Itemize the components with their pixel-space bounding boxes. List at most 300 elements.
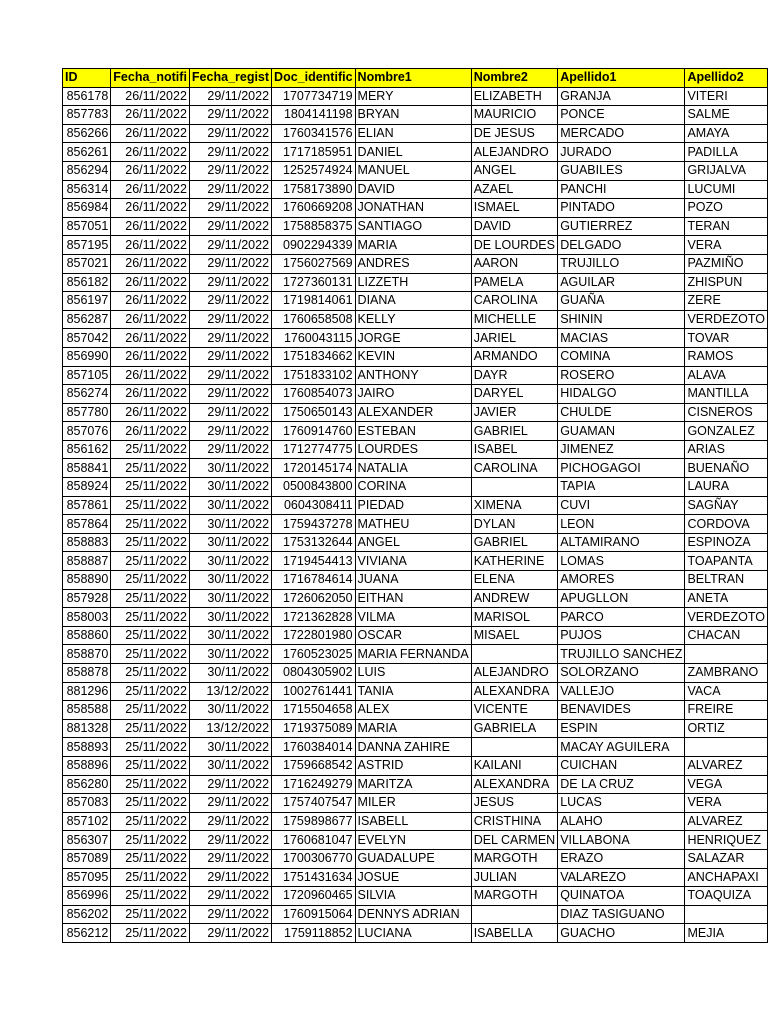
cell-nombre1[interactable]: EVELYN — [355, 831, 471, 850]
cell-id[interactable]: 857864 — [63, 515, 111, 534]
cell-nombre2[interactable]: ALEXANDRA — [471, 682, 558, 701]
cell-nombre1[interactable]: JUANA — [355, 571, 471, 590]
cell-fecha-notifi[interactable]: 25/11/2022 — [111, 701, 190, 720]
cell-fecha-regist[interactable]: 30/11/2022 — [189, 533, 271, 552]
cell-nombre1[interactable]: MILER — [355, 794, 471, 813]
cell-nombre2[interactable]: ISMAEL — [471, 199, 558, 218]
cell-fecha-regist[interactable]: 30/11/2022 — [189, 515, 271, 534]
cell-apellido2[interactable]: VERDEZOTO — [685, 310, 768, 329]
cell-apellido1[interactable]: ROSERO — [558, 366, 685, 385]
cell-apellido2[interactable]: ORTIZ — [685, 719, 768, 738]
cell-apellido1[interactable]: MACIAS — [558, 329, 685, 348]
cell-nombre1[interactable]: MERY — [355, 87, 471, 106]
cell-fecha-regist[interactable]: 30/11/2022 — [189, 496, 271, 515]
cell-fecha-notifi[interactable]: 26/11/2022 — [111, 217, 190, 236]
cell-apellido1[interactable]: MACAY AGUILERA — [558, 738, 685, 757]
cell-fecha-notifi[interactable]: 25/11/2022 — [111, 849, 190, 868]
cell-fecha-regist[interactable]: 30/11/2022 — [189, 626, 271, 645]
cell-doc-identific[interactable]: 1700306770 — [272, 849, 356, 868]
cell-nombre2[interactable]: ALEJANDRO — [471, 143, 558, 162]
cell-apellido1[interactable]: GUTIERREZ — [558, 217, 685, 236]
cell-doc-identific[interactable]: 1715504658 — [272, 701, 356, 720]
cell-apellido1[interactable]: MERCADO — [558, 124, 685, 143]
cell-apellido2[interactable]: FREIRE — [685, 701, 768, 720]
cell-fecha-regist[interactable]: 29/11/2022 — [189, 292, 271, 311]
cell-fecha-regist[interactable]: 29/11/2022 — [189, 905, 271, 924]
cell-nombre2[interactable]: JESUS — [471, 794, 558, 813]
cell-fecha-notifi[interactable]: 26/11/2022 — [111, 143, 190, 162]
cell-fecha-notifi[interactable]: 25/11/2022 — [111, 664, 190, 683]
cell-apellido2[interactable]: TERAN — [685, 217, 768, 236]
cell-nombre1[interactable]: VILMA — [355, 608, 471, 627]
cell-fecha-regist[interactable]: 29/11/2022 — [189, 831, 271, 850]
cell-nombre1[interactable]: DAVID — [355, 180, 471, 199]
cell-fecha-notifi[interactable]: 25/11/2022 — [111, 645, 190, 664]
cell-id[interactable]: 857195 — [63, 236, 111, 255]
cell-apellido2[interactable]: ZERE — [685, 292, 768, 311]
cell-nombre1[interactable]: ASTRID — [355, 756, 471, 775]
cell-fecha-regist[interactable]: 29/11/2022 — [189, 124, 271, 143]
cell-apellido1[interactable]: ALTAMIRANO — [558, 533, 685, 552]
cell-fecha-notifi[interactable]: 26/11/2022 — [111, 180, 190, 199]
cell-fecha-regist[interactable]: 29/11/2022 — [189, 217, 271, 236]
cell-doc-identific[interactable]: 0500843800 — [272, 478, 356, 497]
cell-fecha-regist[interactable]: 29/11/2022 — [189, 143, 271, 162]
cell-apellido2[interactable]: TOVAR — [685, 329, 768, 348]
cell-nombre1[interactable]: VIVIANA — [355, 552, 471, 571]
header-nombre2[interactable]: Nombre2 — [471, 69, 558, 88]
cell-apellido1[interactable]: VILLABONA — [558, 831, 685, 850]
cell-fecha-regist[interactable]: 29/11/2022 — [189, 887, 271, 906]
cell-fecha-notifi[interactable]: 25/11/2022 — [111, 608, 190, 627]
cell-nombre2[interactable]: DAYR — [471, 366, 558, 385]
cell-doc-identific[interactable]: 1721362828 — [272, 608, 356, 627]
cell-nombre2[interactable]: ARMANDO — [471, 347, 558, 366]
cell-nombre1[interactable]: DIANA — [355, 292, 471, 311]
cell-id[interactable]: 858860 — [63, 626, 111, 645]
cell-apellido2[interactable]: CISNEROS — [685, 403, 768, 422]
cell-apellido2[interactable]: ALVAREZ — [685, 812, 768, 831]
cell-apellido2[interactable]: SALME — [685, 106, 768, 125]
cell-fecha-notifi[interactable]: 25/11/2022 — [111, 794, 190, 813]
cell-id[interactable]: 881328 — [63, 719, 111, 738]
cell-nombre2[interactable]: PAMELA — [471, 273, 558, 292]
cell-nombre2[interactable]: ALEJANDRO — [471, 664, 558, 683]
cell-nombre1[interactable]: ELIAN — [355, 124, 471, 143]
cell-doc-identific[interactable]: 0604308411 — [272, 496, 356, 515]
cell-nombre1[interactable]: MARIA — [355, 719, 471, 738]
cell-id[interactable]: 857928 — [63, 589, 111, 608]
cell-fecha-regist[interactable]: 30/11/2022 — [189, 571, 271, 590]
cell-fecha-regist[interactable]: 30/11/2022 — [189, 589, 271, 608]
cell-apellido2[interactable]: HENRIQUEZ — [685, 831, 768, 850]
cell-nombre2[interactable]: DYLAN — [471, 515, 558, 534]
cell-nombre2[interactable]: JARIEL — [471, 329, 558, 348]
cell-apellido2[interactable]: RAMOS — [685, 347, 768, 366]
cell-id[interactable]: 857076 — [63, 422, 111, 441]
cell-id[interactable]: 857021 — [63, 254, 111, 273]
cell-id[interactable]: 856280 — [63, 775, 111, 794]
header-doc-identific[interactable]: Doc_identific — [272, 69, 356, 88]
cell-fecha-notifi[interactable]: 25/11/2022 — [111, 812, 190, 831]
cell-nombre1[interactable]: MANUEL — [355, 161, 471, 180]
cell-apellido1[interactable]: JURADO — [558, 143, 685, 162]
cell-id[interactable]: 881296 — [63, 682, 111, 701]
cell-fecha-regist[interactable]: 29/11/2022 — [189, 87, 271, 106]
cell-apellido1[interactable]: PINTADO — [558, 199, 685, 218]
cell-fecha-notifi[interactable]: 26/11/2022 — [111, 161, 190, 180]
cell-fecha-regist[interactable]: 29/11/2022 — [189, 273, 271, 292]
cell-apellido1[interactable]: APUGLLON — [558, 589, 685, 608]
cell-doc-identific[interactable]: 1760341576 — [272, 124, 356, 143]
cell-id[interactable]: 857051 — [63, 217, 111, 236]
cell-id[interactable]: 856287 — [63, 310, 111, 329]
cell-nombre1[interactable]: ALEX — [355, 701, 471, 720]
cell-apellido2[interactable]: ANETA — [685, 589, 768, 608]
cell-fecha-regist[interactable]: 29/11/2022 — [189, 199, 271, 218]
cell-apellido2[interactable]: ALVAREZ — [685, 756, 768, 775]
cell-fecha-notifi[interactable]: 25/11/2022 — [111, 682, 190, 701]
cell-nombre2[interactable]: ELIZABETH — [471, 87, 558, 106]
cell-fecha-notifi[interactable]: 26/11/2022 — [111, 199, 190, 218]
cell-doc-identific[interactable]: 1759118852 — [272, 924, 356, 943]
cell-apellido1[interactable]: JIMENEZ — [558, 440, 685, 459]
cell-apellido2[interactable]: ALAVA — [685, 366, 768, 385]
cell-id[interactable]: 856314 — [63, 180, 111, 199]
cell-fecha-regist[interactable]: 30/11/2022 — [189, 645, 271, 664]
cell-apellido2[interactable]: VITERI — [685, 87, 768, 106]
cell-fecha-notifi[interactable]: 25/11/2022 — [111, 533, 190, 552]
cell-apellido2[interactable]: VEGA — [685, 775, 768, 794]
cell-apellido1[interactable]: DELGADO — [558, 236, 685, 255]
cell-doc-identific[interactable]: 0804305902 — [272, 664, 356, 683]
cell-id[interactable]: 856984 — [63, 199, 111, 218]
cell-fecha-regist[interactable]: 29/11/2022 — [189, 366, 271, 385]
cell-nombre2[interactable]: DAVID — [471, 217, 558, 236]
cell-apellido2[interactable]: SAGÑAY — [685, 496, 768, 515]
cell-doc-identific[interactable]: 1719375089 — [272, 719, 356, 738]
header-apellido1[interactable]: Apellido1 — [558, 69, 685, 88]
cell-fecha-regist[interactable]: 29/11/2022 — [189, 868, 271, 887]
cell-fecha-notifi[interactable]: 26/11/2022 — [111, 254, 190, 273]
cell-doc-identific[interactable]: 1760523025 — [272, 645, 356, 664]
cell-fecha-regist[interactable]: 30/11/2022 — [189, 608, 271, 627]
cell-apellido2[interactable]: AMAYA — [685, 124, 768, 143]
cell-apellido2[interactable] — [685, 905, 768, 924]
cell-id[interactable]: 858878 — [63, 664, 111, 683]
cell-doc-identific[interactable]: 1720145174 — [272, 459, 356, 478]
cell-doc-identific[interactable]: 1760854073 — [272, 385, 356, 404]
cell-fecha-regist[interactable]: 29/11/2022 — [189, 347, 271, 366]
cell-doc-identific[interactable]: 1760914760 — [272, 422, 356, 441]
cell-nombre1[interactable]: LOURDES — [355, 440, 471, 459]
cell-nombre1[interactable]: CORINA — [355, 478, 471, 497]
cell-doc-identific[interactable]: 1712774775 — [272, 440, 356, 459]
cell-apellido1[interactable]: BENAVIDES — [558, 701, 685, 720]
cell-nombre1[interactable]: ANDRES — [355, 254, 471, 273]
cell-apellido2[interactable]: GRIJALVA — [685, 161, 768, 180]
cell-id[interactable]: 858588 — [63, 701, 111, 720]
cell-doc-identific[interactable]: 1759437278 — [272, 515, 356, 534]
cell-id[interactable]: 856307 — [63, 831, 111, 850]
cell-apellido2[interactable]: MANTILLA — [685, 385, 768, 404]
cell-doc-identific[interactable]: 1756027569 — [272, 254, 356, 273]
cell-apellido1[interactable]: PANCHI — [558, 180, 685, 199]
cell-apellido1[interactable]: ESPIN — [558, 719, 685, 738]
cell-apellido2[interactable]: ANCHAPAXI — [685, 868, 768, 887]
cell-doc-identific[interactable]: 1751833102 — [272, 366, 356, 385]
cell-doc-identific[interactable]: 1719814061 — [272, 292, 356, 311]
cell-doc-identific[interactable]: 1758858375 — [272, 217, 356, 236]
cell-nombre1[interactable]: DENNYS ADRIAN — [355, 905, 471, 924]
cell-nombre1[interactable]: JOSUE — [355, 868, 471, 887]
cell-nombre2[interactable]: KAILANI — [471, 756, 558, 775]
cell-nombre1[interactable]: JONATHAN — [355, 199, 471, 218]
cell-nombre2[interactable]: ISABELLA — [471, 924, 558, 943]
cell-apellido1[interactable]: GUACHO — [558, 924, 685, 943]
cell-nombre1[interactable]: ANTHONY — [355, 366, 471, 385]
cell-nombre1[interactable]: LUIS — [355, 664, 471, 683]
cell-id[interactable]: 857095 — [63, 868, 111, 887]
cell-fecha-notifi[interactable]: 25/11/2022 — [111, 887, 190, 906]
cell-doc-identific[interactable]: 1760043115 — [272, 329, 356, 348]
cell-fecha-notifi[interactable]: 25/11/2022 — [111, 831, 190, 850]
header-fecha-notifi[interactable]: Fecha_notifi — [111, 69, 190, 88]
cell-fecha-regist[interactable]: 29/11/2022 — [189, 924, 271, 943]
cell-fecha-notifi[interactable]: 25/11/2022 — [111, 459, 190, 478]
cell-apellido1[interactable]: PUJOS — [558, 626, 685, 645]
cell-doc-identific[interactable]: 1760669208 — [272, 199, 356, 218]
cell-fecha-notifi[interactable]: 26/11/2022 — [111, 329, 190, 348]
cell-fecha-regist[interactable]: 30/11/2022 — [189, 738, 271, 757]
cell-nombre1[interactable]: LUCIANA — [355, 924, 471, 943]
cell-fecha-regist[interactable]: 29/11/2022 — [189, 161, 271, 180]
cell-fecha-regist[interactable]: 29/11/2022 — [189, 440, 271, 459]
cell-nombre1[interactable]: ESTEBAN — [355, 422, 471, 441]
cell-doc-identific[interactable]: 1760658508 — [272, 310, 356, 329]
cell-fecha-notifi[interactable]: 25/11/2022 — [111, 719, 190, 738]
cell-nombre2[interactable]: JAVIER — [471, 403, 558, 422]
cell-doc-identific[interactable]: 1719454413 — [272, 552, 356, 571]
cell-nombre1[interactable]: EITHAN — [355, 589, 471, 608]
cell-fecha-notifi[interactable]: 25/11/2022 — [111, 478, 190, 497]
cell-doc-identific[interactable]: 1759898677 — [272, 812, 356, 831]
cell-doc-identific[interactable]: 1727360131 — [272, 273, 356, 292]
cell-fecha-regist[interactable]: 29/11/2022 — [189, 422, 271, 441]
cell-nombre1[interactable]: JAIRO — [355, 385, 471, 404]
cell-id[interactable]: 856162 — [63, 440, 111, 459]
cell-apellido2[interactable]: POZO — [685, 199, 768, 218]
cell-nombre2[interactable] — [471, 645, 558, 664]
cell-id[interactable]: 858887 — [63, 552, 111, 571]
cell-fecha-regist[interactable]: 29/11/2022 — [189, 180, 271, 199]
cell-nombre1[interactable]: MARIA FERNANDA — [355, 645, 471, 664]
cell-fecha-notifi[interactable]: 26/11/2022 — [111, 366, 190, 385]
cell-nombre2[interactable]: MAURICIO — [471, 106, 558, 125]
cell-id[interactable]: 856261 — [63, 143, 111, 162]
cell-apellido1[interactable]: VALLEJO — [558, 682, 685, 701]
cell-fecha-notifi[interactable]: 25/11/2022 — [111, 496, 190, 515]
cell-doc-identific[interactable]: 1720960465 — [272, 887, 356, 906]
cell-apellido2[interactable]: GONZALEZ — [685, 422, 768, 441]
cell-apellido2[interactable]: ZHISPUN — [685, 273, 768, 292]
cell-doc-identific[interactable]: 1757407547 — [272, 794, 356, 813]
cell-apellido2[interactable]: SALAZAR — [685, 849, 768, 868]
cell-nombre1[interactable]: ISABELL — [355, 812, 471, 831]
cell-id[interactable]: 858924 — [63, 478, 111, 497]
cell-id[interactable]: 856182 — [63, 273, 111, 292]
cell-fecha-regist[interactable]: 29/11/2022 — [189, 849, 271, 868]
cell-doc-identific[interactable]: 1804141198 — [272, 106, 356, 125]
cell-id[interactable]: 856212 — [63, 924, 111, 943]
cell-nombre2[interactable]: GABRIEL — [471, 533, 558, 552]
cell-nombre1[interactable]: KELLY — [355, 310, 471, 329]
cell-nombre2[interactable]: MARGOTH — [471, 849, 558, 868]
cell-id[interactable]: 856197 — [63, 292, 111, 311]
cell-apellido2[interactable]: CHACAN — [685, 626, 768, 645]
cell-doc-identific[interactable]: 1722801980 — [272, 626, 356, 645]
cell-doc-identific[interactable]: 1002761441 — [272, 682, 356, 701]
cell-nombre1[interactable]: DANIEL — [355, 143, 471, 162]
cell-apellido1[interactable]: DE LA CRUZ — [558, 775, 685, 794]
cell-fecha-regist[interactable]: 29/11/2022 — [189, 254, 271, 273]
cell-id[interactable]: 856178 — [63, 87, 111, 106]
cell-apellido1[interactable]: TAPIA — [558, 478, 685, 497]
cell-fecha-regist[interactable]: 29/11/2022 — [189, 106, 271, 125]
cell-nombre1[interactable]: GUADALUPE — [355, 849, 471, 868]
header-id[interactable]: ID — [63, 69, 111, 88]
cell-nombre2[interactable] — [471, 738, 558, 757]
cell-nombre2[interactable]: DARYEL — [471, 385, 558, 404]
cell-apellido2[interactable]: CORDOVA — [685, 515, 768, 534]
cell-fecha-regist[interactable]: 13/12/2022 — [189, 682, 271, 701]
cell-nombre1[interactable]: KEVIN — [355, 347, 471, 366]
cell-fecha-regist[interactable]: 30/11/2022 — [189, 664, 271, 683]
cell-fecha-notifi[interactable]: 25/11/2022 — [111, 626, 190, 645]
cell-nombre2[interactable]: CAROLINA — [471, 459, 558, 478]
header-fecha-regist[interactable]: Fecha_regist — [189, 69, 271, 88]
cell-fecha-notifi[interactable]: 26/11/2022 — [111, 347, 190, 366]
cell-apellido1[interactable]: GUAÑA — [558, 292, 685, 311]
cell-nombre1[interactable]: JORGE — [355, 329, 471, 348]
cell-nombre2[interactable]: XIMENA — [471, 496, 558, 515]
cell-nombre2[interactable]: ANGEL — [471, 161, 558, 180]
cell-doc-identific[interactable]: 1717185951 — [272, 143, 356, 162]
cell-fecha-regist[interactable]: 29/11/2022 — [189, 812, 271, 831]
cell-nombre2[interactable] — [471, 478, 558, 497]
cell-nombre1[interactable]: PIEDAD — [355, 496, 471, 515]
cell-nombre2[interactable]: JULIAN — [471, 868, 558, 887]
cell-id[interactable]: 857105 — [63, 366, 111, 385]
cell-apellido1[interactable]: ERAZO — [558, 849, 685, 868]
cell-apellido2[interactable]: BELTRAN — [685, 571, 768, 590]
cell-fecha-regist[interactable]: 29/11/2022 — [189, 385, 271, 404]
cell-fecha-regist[interactable]: 30/11/2022 — [189, 552, 271, 571]
cell-nombre1[interactable]: MARIA — [355, 236, 471, 255]
cell-fecha-notifi[interactable]: 26/11/2022 — [111, 273, 190, 292]
cell-id[interactable]: 857783 — [63, 106, 111, 125]
cell-nombre1[interactable]: MATHEU — [355, 515, 471, 534]
cell-nombre2[interactable]: DEL CARMEN — [471, 831, 558, 850]
cell-fecha-notifi[interactable]: 26/11/2022 — [111, 87, 190, 106]
cell-nombre2[interactable]: AZAEL — [471, 180, 558, 199]
cell-nombre2[interactable]: VICENTE — [471, 701, 558, 720]
cell-nombre1[interactable]: OSCAR — [355, 626, 471, 645]
cell-nombre1[interactable]: BRYAN — [355, 106, 471, 125]
cell-nombre2[interactable]: MARISOL — [471, 608, 558, 627]
cell-apellido1[interactable]: GRANJA — [558, 87, 685, 106]
cell-fecha-notifi[interactable]: 26/11/2022 — [111, 292, 190, 311]
cell-apellido2[interactable]: VERA — [685, 794, 768, 813]
cell-nombre1[interactable]: ALEXANDER — [355, 403, 471, 422]
cell-fecha-regist[interactable]: 29/11/2022 — [189, 403, 271, 422]
cell-apellido2[interactable] — [685, 645, 768, 664]
cell-id[interactable]: 858003 — [63, 608, 111, 627]
cell-nombre1[interactable]: ANGEL — [355, 533, 471, 552]
cell-doc-identific[interactable]: 1760681047 — [272, 831, 356, 850]
cell-id[interactable]: 857861 — [63, 496, 111, 515]
cell-nombre2[interactable] — [471, 905, 558, 924]
cell-nombre2[interactable]: MISAEL — [471, 626, 558, 645]
cell-doc-identific[interactable]: 1760384014 — [272, 738, 356, 757]
cell-apellido1[interactable]: SOLORZANO — [558, 664, 685, 683]
cell-apellido2[interactable]: LAURA — [685, 478, 768, 497]
cell-fecha-notifi[interactable]: 25/11/2022 — [111, 868, 190, 887]
cell-nombre2[interactable]: ANDREW — [471, 589, 558, 608]
cell-apellido2[interactable]: TOAQUIZA — [685, 887, 768, 906]
cell-fecha-regist[interactable]: 30/11/2022 — [189, 756, 271, 775]
cell-nombre1[interactable]: NATALIA — [355, 459, 471, 478]
cell-apellido1[interactable]: AGUILAR — [558, 273, 685, 292]
cell-id[interactable]: 856996 — [63, 887, 111, 906]
cell-id[interactable]: 858841 — [63, 459, 111, 478]
cell-doc-identific[interactable]: 1758173890 — [272, 180, 356, 199]
cell-fecha-notifi[interactable]: 25/11/2022 — [111, 552, 190, 571]
cell-apellido1[interactable]: CUICHAN — [558, 756, 685, 775]
cell-fecha-notifi[interactable]: 25/11/2022 — [111, 924, 190, 943]
cell-fecha-notifi[interactable]: 25/11/2022 — [111, 756, 190, 775]
cell-id[interactable]: 858870 — [63, 645, 111, 664]
cell-id[interactable]: 856266 — [63, 124, 111, 143]
cell-doc-identific[interactable]: 0902294339 — [272, 236, 356, 255]
cell-apellido1[interactable]: TRUJILLO SANCHEZ — [558, 645, 685, 664]
cell-id[interactable]: 856202 — [63, 905, 111, 924]
cell-nombre1[interactable]: LIZZETH — [355, 273, 471, 292]
cell-doc-identific[interactable]: 1760915064 — [272, 905, 356, 924]
cell-apellido1[interactable]: QUINATOA — [558, 887, 685, 906]
cell-nombre2[interactable]: DE JESUS — [471, 124, 558, 143]
cell-nombre2[interactable]: GABRIEL — [471, 422, 558, 441]
cell-apellido1[interactable]: COMINA — [558, 347, 685, 366]
cell-fecha-regist[interactable]: 29/11/2022 — [189, 329, 271, 348]
cell-apellido2[interactable]: VERA — [685, 236, 768, 255]
cell-doc-identific[interactable]: 1759668542 — [272, 756, 356, 775]
cell-apellido1[interactable]: GUABILES — [558, 161, 685, 180]
cell-apellido1[interactable]: PONCE — [558, 106, 685, 125]
cell-nombre2[interactable]: ALEXANDRA — [471, 775, 558, 794]
cell-nombre2[interactable]: AARON — [471, 254, 558, 273]
cell-nombre2[interactable]: MICHELLE — [471, 310, 558, 329]
cell-nombre2[interactable]: ISABEL — [471, 440, 558, 459]
cell-id[interactable]: 858890 — [63, 571, 111, 590]
cell-nombre2[interactable]: CAROLINA — [471, 292, 558, 311]
cell-doc-identific[interactable]: 1750650143 — [272, 403, 356, 422]
cell-apellido1[interactable]: LUCAS — [558, 794, 685, 813]
cell-apellido2[interactable]: MEJIA — [685, 924, 768, 943]
cell-doc-identific[interactable]: 1751834662 — [272, 347, 356, 366]
cell-nombre2[interactable]: KATHERINE — [471, 552, 558, 571]
cell-doc-identific[interactable]: 1753132644 — [272, 533, 356, 552]
